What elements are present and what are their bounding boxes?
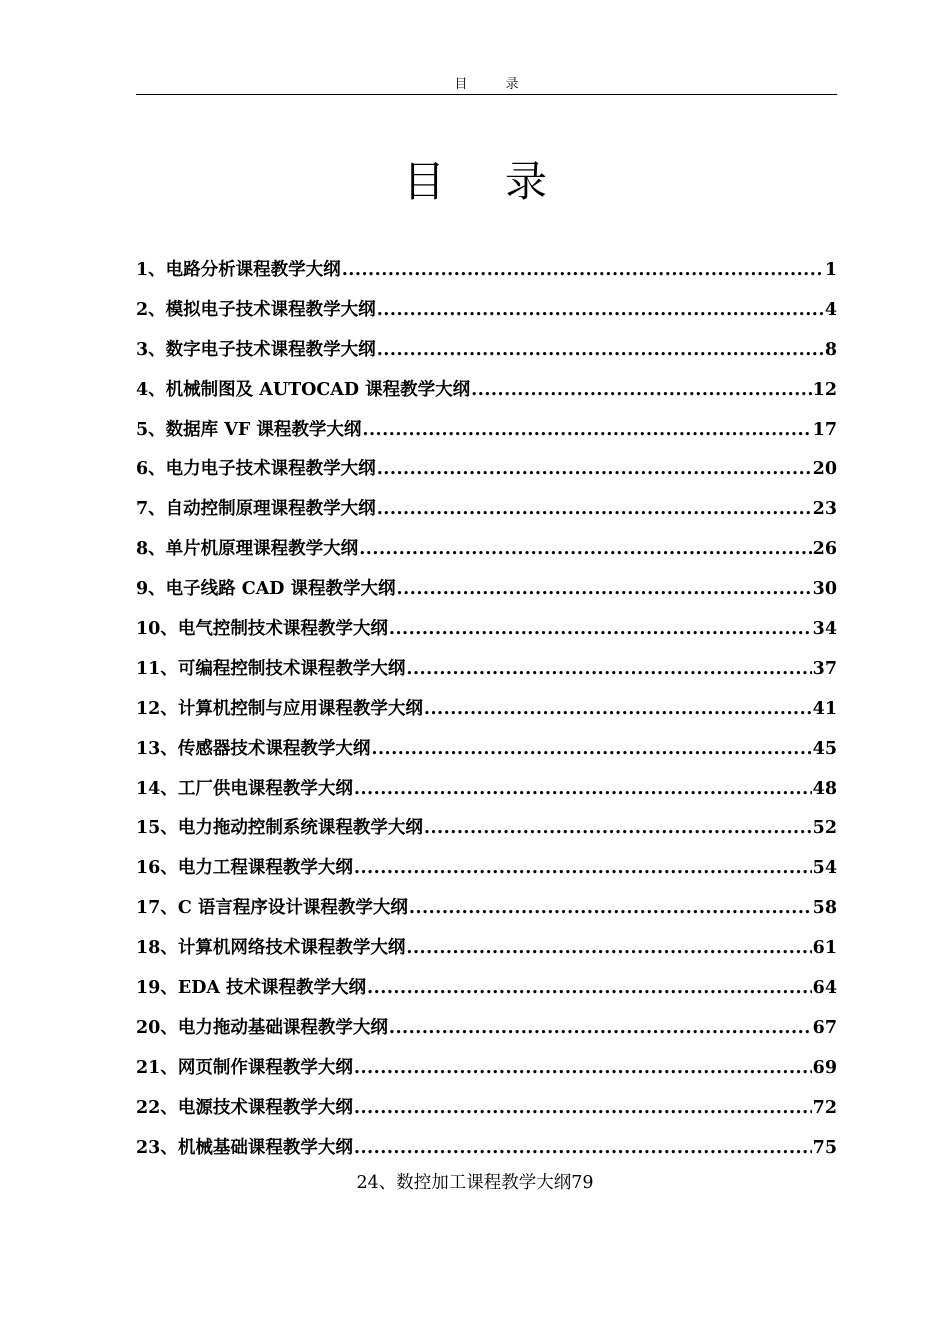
toc-leader-dots bbox=[397, 573, 812, 605]
toc-leader-dots bbox=[471, 374, 811, 406]
toc-entry[interactable] bbox=[136, 773, 837, 813]
toc-entry-page: 20 bbox=[812, 459, 837, 480]
toc-entry-label: 23、机械基础课程教学大纲 bbox=[136, 1137, 353, 1158]
toc-last-entry[interactable] bbox=[0, 1170, 950, 1196]
toc-entry-label: 6、电力电子技术课程教学大纲 bbox=[136, 459, 376, 480]
toc-leader-dots bbox=[377, 453, 812, 485]
toc-entry-label: 16、电力工程课程教学大纲 bbox=[136, 858, 353, 879]
toc-entry[interactable] bbox=[136, 693, 837, 733]
toc-leader-dots bbox=[354, 1092, 812, 1124]
toc-entry-label: 21、网页制作课程教学大纲 bbox=[136, 1057, 353, 1078]
toc-entry-page: 34 bbox=[812, 619, 837, 640]
toc-entry-page: 48 bbox=[812, 778, 837, 799]
toc-leader-dots bbox=[354, 1052, 812, 1084]
toc-entry-label: 11、可编程控制技术课程教学大纲 bbox=[136, 658, 406, 679]
toc-entry[interactable] bbox=[136, 733, 837, 773]
toc-entry-label: 18、计算机网络技术课程教学大纲 bbox=[136, 938, 406, 959]
toc-entry-label: 1、电路分析课程教学大纲 bbox=[136, 260, 341, 280]
toc-entry-label: 17、C 语言程序设计课程教学大纲 bbox=[136, 898, 408, 919]
toc-entry-page: 54 bbox=[812, 858, 837, 879]
toc-entry-page: 41 bbox=[812, 698, 837, 719]
toc-leader-dots bbox=[389, 613, 812, 645]
toc-entry-label: 10、电气控制技术课程教学大纲 bbox=[136, 619, 388, 640]
toc-entry[interactable] bbox=[136, 374, 837, 414]
toc-leader-dots bbox=[406, 653, 811, 685]
toc-entry[interactable] bbox=[136, 892, 837, 932]
toc-entry-label: 2、模拟电子技术课程教学大纲 bbox=[136, 299, 376, 320]
toc-entry[interactable] bbox=[136, 334, 837, 374]
toc-entry-label: 3、数字电子技术课程教学大纲 bbox=[136, 339, 376, 360]
toc-entry-page: 30 bbox=[812, 579, 837, 600]
toc-entry-page: 58 bbox=[812, 898, 837, 919]
toc-entry[interactable] bbox=[136, 1012, 837, 1052]
toc-entry-page: 17 bbox=[812, 419, 837, 440]
toc-leader-dots bbox=[371, 733, 811, 765]
toc-entry-label: 9、电子线路 CAD 课程教学大纲 bbox=[136, 579, 396, 600]
toc-entry-page: 26 bbox=[812, 539, 837, 560]
toc-entry-page: 52 bbox=[812, 818, 837, 839]
toc-leader-dots bbox=[354, 1132, 812, 1164]
toc-entry[interactable] bbox=[136, 1092, 837, 1132]
page-title: 目录 bbox=[402, 157, 607, 206]
toc-leader-dots bbox=[359, 533, 811, 565]
toc-entry[interactable] bbox=[136, 812, 837, 852]
toc-entry-page: 37 bbox=[812, 658, 837, 679]
toc-entry[interactable] bbox=[136, 932, 837, 972]
toc-entry-label: 19、EDA 技术课程教学大纲 bbox=[136, 978, 367, 999]
toc-entry[interactable] bbox=[136, 972, 837, 1012]
toc-entry[interactable] bbox=[136, 613, 837, 653]
toc-entry-page: 75 bbox=[812, 1137, 837, 1158]
toc-entry-page: 8 bbox=[824, 339, 837, 360]
toc-leader-dots bbox=[377, 334, 824, 366]
toc-entry-label: 7、自动控制原理课程教学大纲 bbox=[136, 499, 376, 520]
toc-leader-dots bbox=[377, 493, 812, 525]
toc-last-entry-page: 79 bbox=[571, 1173, 594, 1193]
toc-leader-dots bbox=[362, 414, 811, 446]
toc-entry-page: 61 bbox=[812, 938, 837, 959]
toc-entry-label: 4、机械制图及 AUTOCAD 课程教学大纲 bbox=[136, 379, 471, 400]
toc-leader-dots bbox=[377, 294, 824, 326]
toc-entry-label: 20、电力拖动基础课程教学大纲 bbox=[136, 1017, 388, 1038]
toc-entry-page: 64 bbox=[812, 978, 837, 999]
toc-list bbox=[136, 254, 837, 1171]
toc-entry-page: 72 bbox=[812, 1097, 837, 1118]
toc-entry-label: 14、工厂供电课程教学大纲 bbox=[136, 778, 353, 799]
toc-leader-dots bbox=[389, 1012, 812, 1044]
toc-entry[interactable] bbox=[136, 294, 837, 334]
toc-leader-dots bbox=[406, 932, 811, 964]
toc-leader-dots bbox=[354, 773, 812, 805]
toc-entry[interactable] bbox=[136, 453, 837, 493]
toc-entry-page: 12 bbox=[812, 379, 837, 400]
toc-entry-page: 23 bbox=[812, 499, 837, 520]
toc-entry-label: 15、电力拖动控制系统课程教学大纲 bbox=[136, 818, 423, 839]
toc-entry-page: 67 bbox=[812, 1017, 837, 1038]
toc-entry[interactable] bbox=[136, 1052, 837, 1092]
toc-entry-label: 12、计算机控制与应用课程教学大纲 bbox=[136, 698, 423, 719]
toc-entry[interactable] bbox=[136, 414, 837, 454]
toc-entry[interactable] bbox=[136, 653, 837, 693]
toc-entry-page: 1 bbox=[824, 260, 837, 280]
toc-leader-dots bbox=[424, 812, 812, 844]
toc-entry[interactable] bbox=[136, 493, 837, 533]
toc-entry-label: 13、传感器技术课程教学大纲 bbox=[136, 738, 371, 759]
toc-leader-dots bbox=[354, 852, 812, 884]
toc-entry[interactable] bbox=[136, 573, 837, 613]
toc-leader-dots bbox=[342, 254, 824, 286]
toc-entry[interactable] bbox=[136, 852, 837, 892]
toc-entry-label: 22、电源技术课程教学大纲 bbox=[136, 1097, 353, 1118]
toc-entry-page: 4 bbox=[824, 299, 837, 320]
toc-entry[interactable] bbox=[136, 1132, 837, 1172]
running-header: 目录 bbox=[136, 76, 837, 95]
toc-leader-dots bbox=[367, 972, 812, 1004]
toc-entry[interactable] bbox=[136, 254, 837, 294]
toc-leader-dots bbox=[424, 693, 812, 725]
toc-leader-dots bbox=[409, 892, 812, 924]
toc-entry[interactable] bbox=[136, 533, 837, 573]
toc-last-entry-label: 24、数控加工课程教学大纲 bbox=[356, 1173, 572, 1193]
toc-entry-label: 5、数据库 VF 课程教学大纲 bbox=[136, 419, 362, 440]
toc-entry-page: 69 bbox=[812, 1057, 837, 1078]
toc-entry-page: 45 bbox=[812, 738, 837, 759]
toc-entry-label: 8、单片机原理课程教学大纲 bbox=[136, 539, 359, 560]
